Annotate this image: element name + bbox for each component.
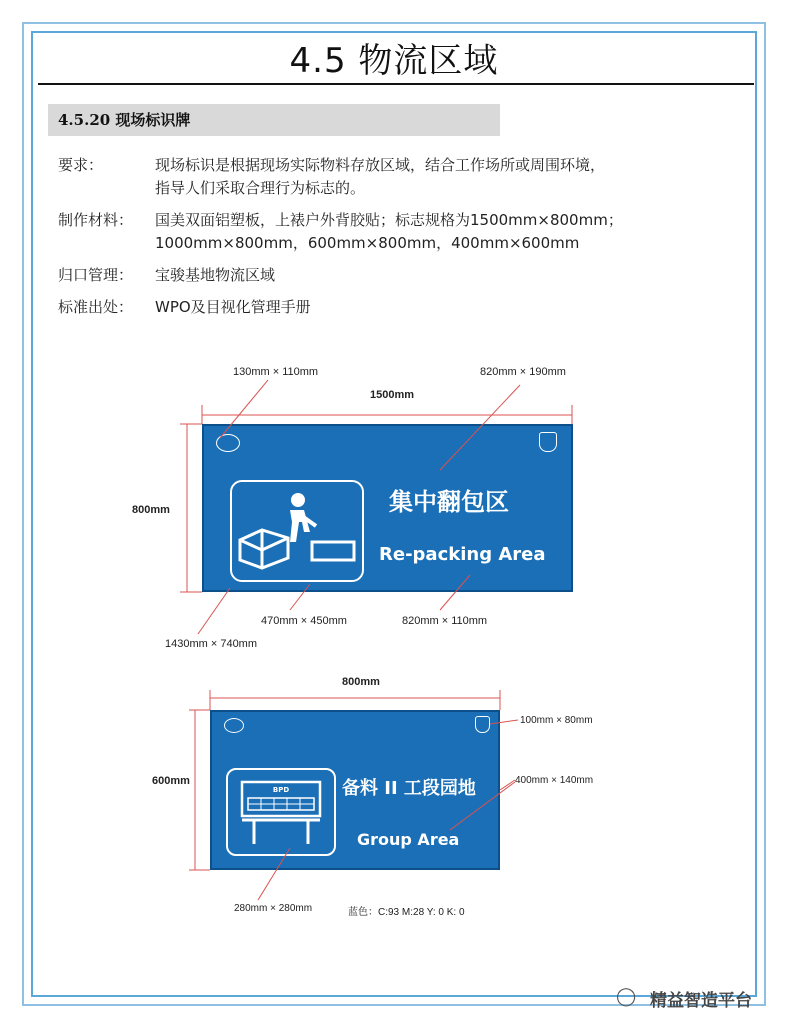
dim-title-area: 820mm × 190mm (480, 366, 566, 378)
material-line-2: 1000mm×800mm，600mm×800mm，400mm×600mm (155, 234, 580, 252)
requirement-line-2: 指导人们采取合理行为标志的。 (155, 179, 366, 197)
source-value: WPO及目视化管理手册 (155, 298, 311, 316)
requirement-line-1: 现场标识是根据现场实际物料存放区域，结合工作场所或周围环境， (155, 156, 606, 174)
sign-title-en: Group Area (357, 830, 460, 849)
source-label: 标准出处： (58, 298, 134, 316)
dim-en-text: 820mm × 110mm (402, 615, 488, 627)
sign-title-cn: 集中翻包区 (389, 488, 509, 516)
section-heading: 4.5.20 现场标识牌 (48, 104, 500, 136)
color-spec-note: 蓝色：C:93 M:28 Y: 0 K: 0 (348, 907, 465, 918)
management-label: 归口管理： (58, 266, 134, 284)
sign-title-en: Re-packing Area (379, 544, 546, 565)
dim-sign-height: 800mm (132, 504, 170, 516)
dim-title-area: 400mm × 140mm (515, 775, 594, 786)
page-title: 4.5 物流区域 (289, 41, 499, 81)
requirement-label: 要求： (58, 156, 104, 174)
dim-sign-width: 800mm (342, 676, 380, 688)
board-label: BPD (272, 786, 290, 794)
material-line-1: 国美双面铝塑板，上裱户外背胶贴；标志规格为1500mm×800mm； (155, 211, 623, 229)
sign-title-cn: 备料 II 工段园地 (342, 778, 476, 799)
dim-sign-height: 600mm (152, 775, 190, 787)
dim-logo-size: 100mm × 80mm (520, 715, 593, 726)
dim-sign-width: 1500mm (370, 389, 415, 401)
dim-icon-box: 280mm × 280mm (234, 903, 313, 914)
dim-icon-box: 470mm × 450mm (261, 615, 347, 627)
material-label: 制作材料： (58, 211, 134, 229)
dim-logo-size: 130mm × 110mm (233, 366, 319, 378)
wechat-icon: ◯ (616, 986, 637, 1007)
dim-inner-size: 1430mm × 740mm (165, 638, 258, 650)
watermark-text: 精益智造平台 (650, 991, 752, 1011)
management-value: 宝骏基地物流区域 (155, 266, 276, 284)
